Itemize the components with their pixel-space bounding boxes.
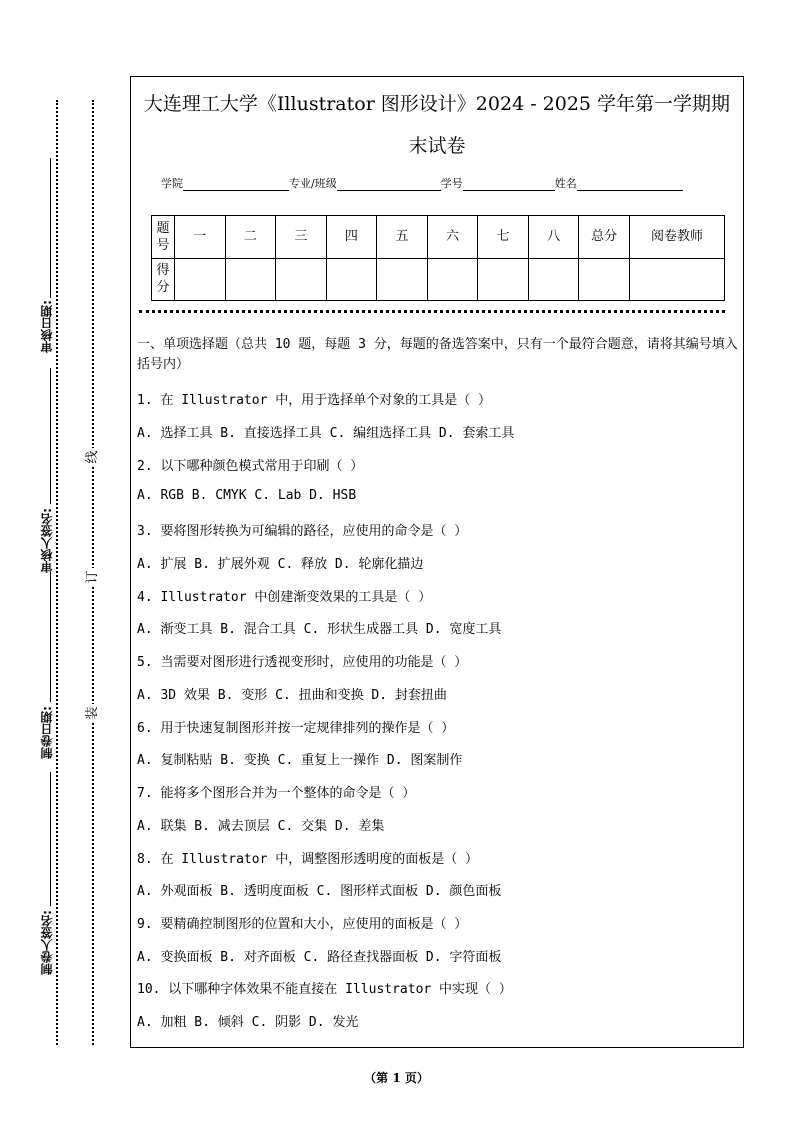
review-date-line[interactable]	[50, 158, 51, 298]
column-header: 三	[276, 216, 327, 259]
column-header: 六	[427, 216, 478, 259]
score-table-header-row	[152, 216, 725, 259]
grader-cell[interactable]	[630, 258, 725, 301]
paper-maker-signature-line[interactable]	[50, 772, 51, 906]
question-4-options: A. 渐变工具 B. 混合工具 C. 形状生成器工具 D. 宽度工具	[137, 622, 502, 637]
binding-dotted-line-outer	[56, 100, 58, 1045]
question-9: 9. 要精确控制图形的位置和大小，应使用的面板是（ ）	[137, 917, 468, 932]
question-3-options: A. 扩展 B. 扩展外观 C. 释放 D. 轮廓化描边	[137, 557, 424, 572]
page-number: （第 1 页）	[364, 1071, 429, 1085]
score-table-score-row	[152, 258, 725, 301]
score-cell[interactable]	[175, 258, 226, 301]
paper-date-label: 制卷日期:	[40, 706, 54, 759]
school-field[interactable]	[183, 178, 289, 191]
score-cell[interactable]	[478, 258, 529, 301]
total-score-cell[interactable]	[579, 258, 630, 301]
binding-char-ding: 订	[84, 568, 102, 586]
question-1-options: A. 选择工具 B. 直接选择工具 C. 编组选择工具 D. 套索工具	[137, 426, 515, 441]
score-cell[interactable]	[377, 258, 428, 301]
question-7: 7. 能将多个图形合并为一个整体的命令是（ ）	[137, 786, 416, 801]
paper-maker-signature-label: 制卷人签名:	[40, 910, 54, 975]
major-label: 专业/班级	[289, 177, 337, 190]
score-cell[interactable]	[225, 258, 276, 301]
paper-date-line[interactable]	[50, 572, 51, 702]
question-2: 2. 以下哪种颜色模式常用于印刷（ ）	[137, 459, 364, 474]
question-6: 6. 用于快速复制图形并按一定规律排列的操作是（ ）	[137, 721, 455, 736]
score-table	[151, 215, 725, 301]
question-5-options: A. 3D 效果 B. 变形 C. 扭曲和变换 D. 封套扭曲	[137, 688, 447, 703]
column-header: 七	[478, 216, 529, 259]
student-id-label: 学号	[440, 177, 463, 190]
question-6-options: A. 复制粘贴 B. 变换 C. 重复上一操作 D. 图案制作	[137, 753, 463, 768]
score-row-header: 得分	[152, 258, 175, 301]
student-info-row	[161, 175, 683, 191]
name-field[interactable]	[577, 178, 683, 191]
column-header: 八	[528, 216, 579, 259]
question-10: 10. 以下哪种字体效果不能直接在 Illustrator 中实现（ ）	[137, 982, 512, 997]
question-1: 1. 在 Illustrator 中，用于选择单个对象的工具是（ ）	[137, 393, 492, 408]
school-label: 学院	[161, 177, 183, 190]
column-header: 一	[175, 216, 226, 259]
major-field[interactable]	[337, 178, 441, 191]
score-cell[interactable]	[276, 258, 327, 301]
question-8-options: A. 外观面板 B. 透明度面板 C. 图形样式面板 D. 颜色面板	[137, 884, 502, 899]
review-date-label: 审核日期:	[40, 300, 54, 353]
dotted-separator	[139, 310, 725, 313]
score-cell[interactable]	[528, 258, 579, 301]
binding-char-xian: 线	[84, 448, 102, 466]
question-2-options: A. RGB B. CMYK C. Lab D. HSB	[137, 488, 357, 503]
exam-title-line2: 末试卷	[408, 135, 466, 157]
score-cell[interactable]	[427, 258, 478, 301]
reviewer-signature-line[interactable]	[50, 368, 51, 504]
section-title: 一、单项选择题（总共 10 题，每题 3 分，每题的备选答案中，只有一个最符合题意，请将其编号填入括号内）	[137, 337, 738, 372]
grader-header: 阅卷教师	[630, 216, 725, 259]
reviewer-signature-label: 审核人签名:	[40, 508, 54, 573]
question-5: 5. 当需要对图形进行透视变形时，应使用的功能是（ ）	[137, 655, 468, 670]
question-8: 8. 在 Illustrator 中，调整图形透明度的面板是（ ）	[137, 852, 479, 867]
name-label: 姓名	[554, 177, 577, 190]
question-number-header: 题号	[152, 216, 175, 259]
student-id-field[interactable]	[463, 178, 555, 191]
question-3: 3. 要将图形转换为可编辑的路径，应使用的命令是（ ）	[137, 524, 468, 539]
column-header: 五	[377, 216, 428, 259]
binding-char-zhuang: 装	[84, 704, 102, 722]
total-score-header: 总分	[579, 216, 630, 259]
score-cell[interactable]	[326, 258, 377, 301]
exam-title-line1: 大连理工大学《Illustrator 图形设计》2024 - 2025 学年第一学期期	[143, 93, 731, 115]
question-4: 4. Illustrator 中创建渐变效果的工具是（ ）	[137, 590, 432, 605]
question-7-options: A. 联集 B. 减去顶层 C. 交集 D. 差集	[137, 819, 385, 834]
exam-frame	[130, 76, 744, 1048]
question-10-options: A. 加粗 B. 倾斜 C. 阴影 D. 发光	[137, 1015, 359, 1030]
column-header: 四	[326, 216, 377, 259]
column-header: 二	[225, 216, 276, 259]
question-9-options: A. 变换面板 B. 对齐面板 C. 路径查找器面板 D. 字符面板	[137, 950, 502, 965]
